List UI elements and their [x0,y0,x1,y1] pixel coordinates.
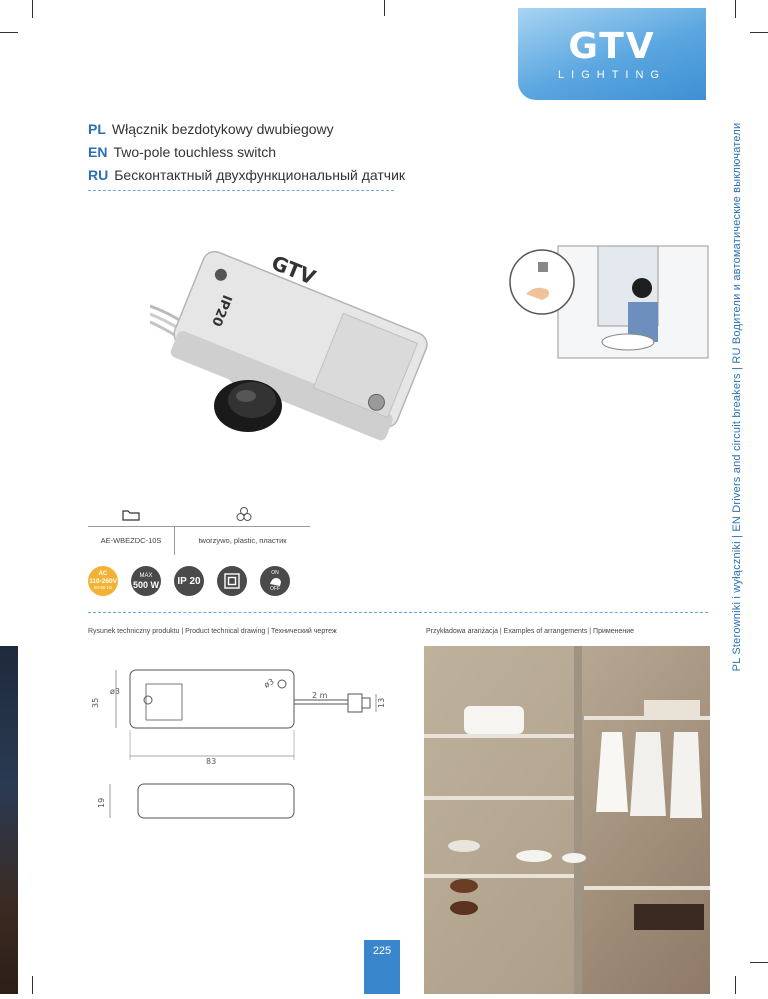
hand-icon [268,576,282,586]
crop-mark [32,0,33,18]
crop-mark [750,962,768,963]
power-badge [131,566,161,596]
examples-section-label: Przykładowa aranżacja | Examples of arrangements | Применение [426,628,635,635]
dim-height: 35 [91,697,100,708]
title-text: Бесконтактный двухфункциональный датчик [114,167,406,183]
badge-ip: IP 20 [177,575,201,587]
badge-on: ON [271,570,279,576]
dim-cable: 2 m [312,691,328,700]
usage-illustration [508,232,712,360]
crop-mark [32,976,33,994]
ip-badge [174,566,204,596]
wardrobe-photo [424,646,710,994]
technical-section-label: Rysunek techniczny produktu | Product technical drawing | Технический чертеж [88,628,337,635]
title-text: Włącznik bezdotykowy dwubiegowy [111,121,334,137]
crop-mark [0,32,18,33]
dim-depth: 19 [97,797,106,808]
lang-code: EN [88,144,108,160]
product-image [150,210,480,480]
product-code: AE-WBEZDC-10S [100,536,162,545]
logo-subtitle: LIGHTING [558,69,666,81]
technical-drawing [86,660,396,860]
badge-off: OFF [270,586,280,592]
title-pl [88,121,334,137]
section-divider [88,612,708,613]
touchless-switch-icon [260,566,290,596]
crop-mark [735,0,736,18]
spec-table [88,526,310,555]
crop-mark [750,32,768,33]
title-divider [88,190,394,191]
badge-voltage: 110-260V [89,578,117,585]
badge-max: MAX [139,572,153,579]
badge-frequency: 50-60 Hz [93,585,113,590]
dim-hole-2: ø3 [262,676,276,690]
logo-brand: GTV [568,26,656,67]
title-ru [88,167,405,183]
product-brand-label: GTV [268,250,320,290]
voltage-badge [88,566,118,596]
lang-code: PL [88,121,106,137]
category-sideband [724,108,750,686]
crop-mark [384,0,385,16]
page-number: 225 [364,940,400,994]
title-text: Two-pole touchless switch [113,144,277,160]
lang-code: RU [88,167,109,183]
badge-ac: AC [98,571,108,577]
folder-icon [122,508,140,520]
product-ip-label: IP20 [208,292,235,329]
material-text: tworzywo, plastic, пластик [198,536,287,545]
interior-photo [0,646,18,994]
title-en [88,144,276,160]
category-text: PL Sterowniki i wyłączniki | EN Drivers and circuit breakers | RU Водители и автоматические выключатели [731,122,743,672]
class-ii-icon [217,566,247,596]
material-icon [236,506,252,522]
crop-mark [735,976,736,994]
dim-hole-1: ø3 [110,687,120,696]
dim-width: 83 [206,757,217,766]
dim-sensor: 13 [377,697,386,708]
gtv-logo [518,8,706,100]
badge-power: 500 W [132,579,159,590]
